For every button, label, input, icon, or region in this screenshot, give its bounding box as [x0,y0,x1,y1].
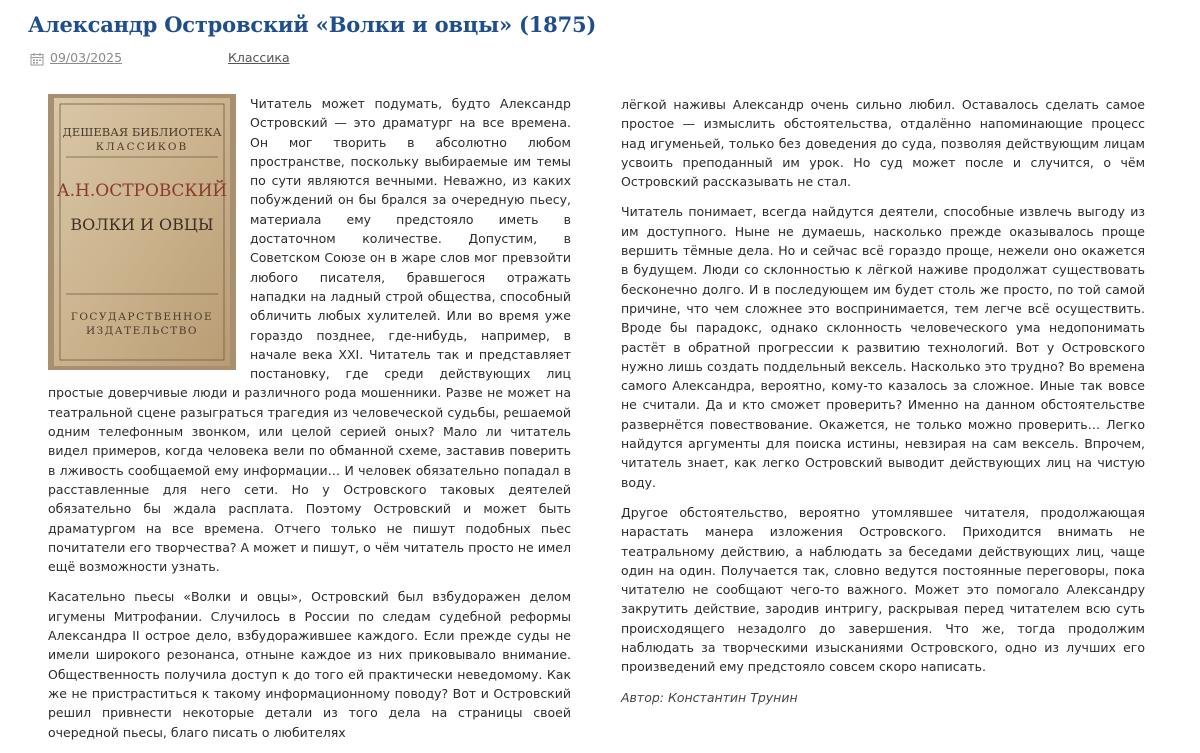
cover-book-title: ВОЛКИ И ОВЦЫ [70,215,214,234]
paragraph: Читатель может подумать, будто Александр Островский — это драматург на все времена. Он мог творить в абсолютно любом пространстве, поскольку выбираемые им темы по сути являются вечными. Неважно, из каких побуждений он бы брался за очередную пьесу, материала ему предстояло иметь в достаточном количестве. Допустим, в Советском Союзе он в жаре слов мог превзойти любого писателя, бравшегося отражать нападки на ладный строй общества, способный обличить любых хулителей. Или во время уже гораздо позднее, где-нибудь, например, в начале века XXI. Читатель так и представляет постановку, где среди действующих лиц простые доверчивые люди и различного рода мошенники. Разве не может на театральной сцене разыграться трагедия из человеческой судьбы, решаемой одним телефонным звонком, или целой серией оных? Мало ли читатель видел примеров, когда человека вели по обманной схеме, заставив поверить в лживость сообщаемой ему информации… И человек обязательно попадал в расставленные для него сети. Но у Островского таковых деятелей обязательно бы ждала расплата. Поэтому Островский и может быть драматургом на все времена. Отчего только не пишут подобных пьес почитатели его творчества? А может и пишут, о чём читатель просто не имел ещё возможности узнать. [48,96,571,575]
article-title: Александр Островский «Волки и овцы» (1875) [28,12,597,37]
cover-series-line2: КЛАССИКОВ [95,141,189,153]
article-column-right [621,95,1145,718]
calendar-icon [30,52,44,66]
paragraph: лёгкой наживы Александр очень сильно любил. Оставалось сделать самое простое — измыслить обстоятельства, отдалённо напоминающие процесс над игуменьей, только без доведения до суда, позволяя действующим лицам усвоить преподанный им урок. Но суд может после и случится, о чём Островский рассказывать не стал. [621,97,1145,190]
paragraph: Другое обстоятельство, вероятно утомлявшее читателя, продолжающая нарастать манера изложения Островского. Приходится внимать не театральному действию, а наблюдать за беседами действующих лиц, чаще один на один. Получается так, словно ведутся постоянные переговоры, пока читателю не сообщают чего-то важного. Может это помогало Александру закрутить действие, зародив интригу, раскрывая перед читателем всю суть происходящего незадолго до завершения. Что же, тогда продолжим наблюдать за творческими изысканиями Островского, одно из лучших его произведений ему предстояло совсем скоро написать. [621,504,1145,675]
cover-publisher-line2: ИЗДАТЕЛЬСТВО [85,325,199,337]
category-link[interactable]: Классика [228,50,290,65]
book-cover-image [48,94,236,370]
cover-publisher-line1: ГОСУДАРСТВЕННОЕ [70,311,214,323]
post-date-link[interactable]: 09/03/2025 [50,50,123,65]
author-signature: Автор: Константин Трунин [621,689,798,705]
article-column-left [48,94,571,753]
cover-series-line1: ДЕШЕВАЯ БИБЛИОТЕКА [62,125,222,139]
cover-author: А.Н.ОСТРОВСКИЙ [56,181,228,201]
paragraph: Касательно пьесы «Волки и овцы», Островский был взбудоражен делом игумены Митрофании. Случилось в России по следам судебной реформы Александра II острое дело, взбудоражившее каждого. Если прежде суды не имели широкого резонанса, отныне каждое из них приковывало внимание. Общественность получила доступ к до того ей практически неведомому. Как же не пристраститься к такому информационному поводу? Вот и Островский решил привнести некоторые детали из того дела на страницы своей очередной пьесы, благо писать о любителях [48,589,571,740]
paragraph: Читатель понимает, всегда найдутся деятели, способные извлечь выгоду из им доступного. Ныне не думаешь, насколько прежде оказывалось проще вершить тёмные дела. Но и сейчас всё гораздо проще, нежели оно окажется в будущем. Люди со склонностью к лёгкой наживе продолжат существовать бесконечно долго. И в последующем им будет столь же просто, по той самой причине, что чем сложнее это воспринимается, тем легче всё осуществить. Вроде бы парадокс, однако склонность человеческого ума недопонимать растёт в обратной прогрессии к развитию технологий. Вот у Островского нужно лишь создать поддельный вексель. Насколько это трудно? Во времена самого Александра, вероятно, кому-то казалось за сложное. Иные так вовсе не считали. Да и кто сможет проверить? Именно на данном обстоятельстве развернётся повествование. Окажется, не только можно проверить… Легко найдутся аргументы для поиска истины, невзирая на сам вексель. Впрочем, читатель знает, как легко Островский выводит действующих лиц на чистую воду. [621,204,1145,490]
